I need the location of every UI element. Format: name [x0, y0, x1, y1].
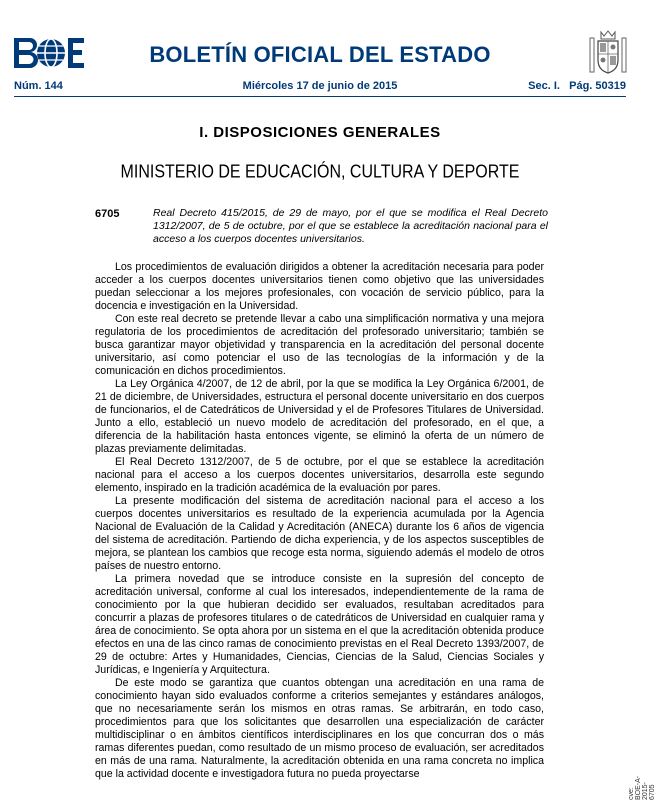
paragraph: La Ley Orgánica 4/2007, de 12 de abril, por la que se modifica la Ley Orgánica 6/2001, de 21 de diciembre, de Universidades, estructura el personal docente universitario en dos cuerpos de funcionarios, el de Catedráticos de Universidad y el de Profesores Titulares de Universidad. Junto a ello, estableció un nuevo modelo de acreditación del profesorado, en el que, a diferencia de la habilitación hasta entonces vigente, se eliminó la oferta de un número de plazas previamente delimitadas.: [95, 378, 544, 455]
paragraph: Los procedimientos de evaluación dirigidos a obtener la acreditación necesaria para poder acceder a los cuerpos docentes universitarios tienen como objetivo que las universidades puedan seleccionar a los mejores profesionales, con vocación de servicio público, para la docencia e investigación en la Universidad.: [95, 261, 544, 312]
section-title: I. DISPOSICIONES GENERALES: [199, 124, 441, 141]
disposition-title: Real Decreto 415/2015, de 29 de mayo, por el que se modifica el Real Decreto 1312/2007, de 5 de octubre, por el que se establece la acreditación nacional para el acceso a los cuerpos docentes universitarios.: [153, 207, 548, 245]
issue-number: Núm. 144: [14, 80, 63, 92]
ministry-title: MINISTERIO DE EDUCACIÓN, CULTURA Y DEPORTE: [120, 162, 520, 183]
paragraph: El Real Decreto 1312/2007, de 5 de octubre, por el que se establece la acreditación nacional para el acceso a los cuerpos docentes universitarios, desarrolla este segundo elemento, inspirado en la tradición académica de la evaluación por pares.: [95, 456, 544, 494]
paragraph: La primera novedad que se introduce consiste en la supresión del concepto de acreditación universal, conforme al cual los interesados, independientemente de la rama de conocimiento por la que hubieran decidido ser evaluados, resultaban acreditados para concurrir a plazas de profesores titulares o de catedráticos de Universidad en cualquier rama y área de conocimiento. Se opta ahora por un sistema en el que la acreditación obtenida produce efectos en una de las cinco ramas de conocimiento previstas en el Real Decreto 1393/2007, de 29 de octubre: Artes y Humanidades, Ciencias, Ciencias de la Salud, Ciencias Sociales y Jurídicas, e Ingeniería y Arquitectura.: [95, 573, 544, 676]
header-divider: [14, 96, 626, 97]
paragraph: La presente modificación del sistema de acreditación nacional para el acceso a los cuerpos docentes universitarios es resultado de la experiencia acumulada por la Agencia Nacional de Evaluación de la Calidad y Acreditación (ANECA) durante los 6 años de vigencia del sistema de acreditación. Partiendo de dicha experiencia, y de los aspectos susceptibles de mejora, se plantean los cambios que recoge esta norma, siguiendo además el modelo de otros países de nuestro entorno.: [95, 495, 544, 572]
coat-of-arms-icon: [588, 30, 628, 76]
verification-code: cve: BOE-A-2015-6705: [628, 775, 656, 800]
issue-info-bar: [14, 80, 626, 94]
paragraph: De este modo se garantiza que cuantos obtengan una acreditación en una rama de conocimiento hayan sido evaluados conforme a criterios semejantes y estándares análogos, que no necesariamente serán los mismos en otras ramas. Se arbitrarán, en todo caso, procedimientos para que los solicitantes que desarrollen una especialización de carácter multidisciplinar o en ámbitos científicos interdisciplinares en los que concurran dos o más ramas diferentes puedan, como resultado de un mismo proceso de evaluación, ser acreditados en más de una rama. Naturalmente, la acreditación obtenida en una rama concreta no implica que la actividad docente e investigadora futura no pueda proyectarse: [95, 677, 544, 780]
document-body: [95, 261, 544, 781]
issue-date: Miércoles 17 de junio de 2015: [242, 80, 398, 92]
paragraph: Con este real decreto se pretende llevar a cabo una simplificación normativa y una mejora regulatoria de los procedimientos de acreditación del profesorado universitario; también se busca garantizar mayor objetividad y transparencia en la acreditación del personal docente universitario, así como potenciar el uso de las tecnologías de la información y de la comunicación en dichos procedimientos.: [95, 313, 544, 377]
disposition-number: 6705: [95, 208, 120, 220]
section-page: Sec. I. Pág. 50319: [528, 80, 626, 92]
gazette-title: BOLETÍN OFICIAL DEL ESTADO: [149, 42, 491, 67]
